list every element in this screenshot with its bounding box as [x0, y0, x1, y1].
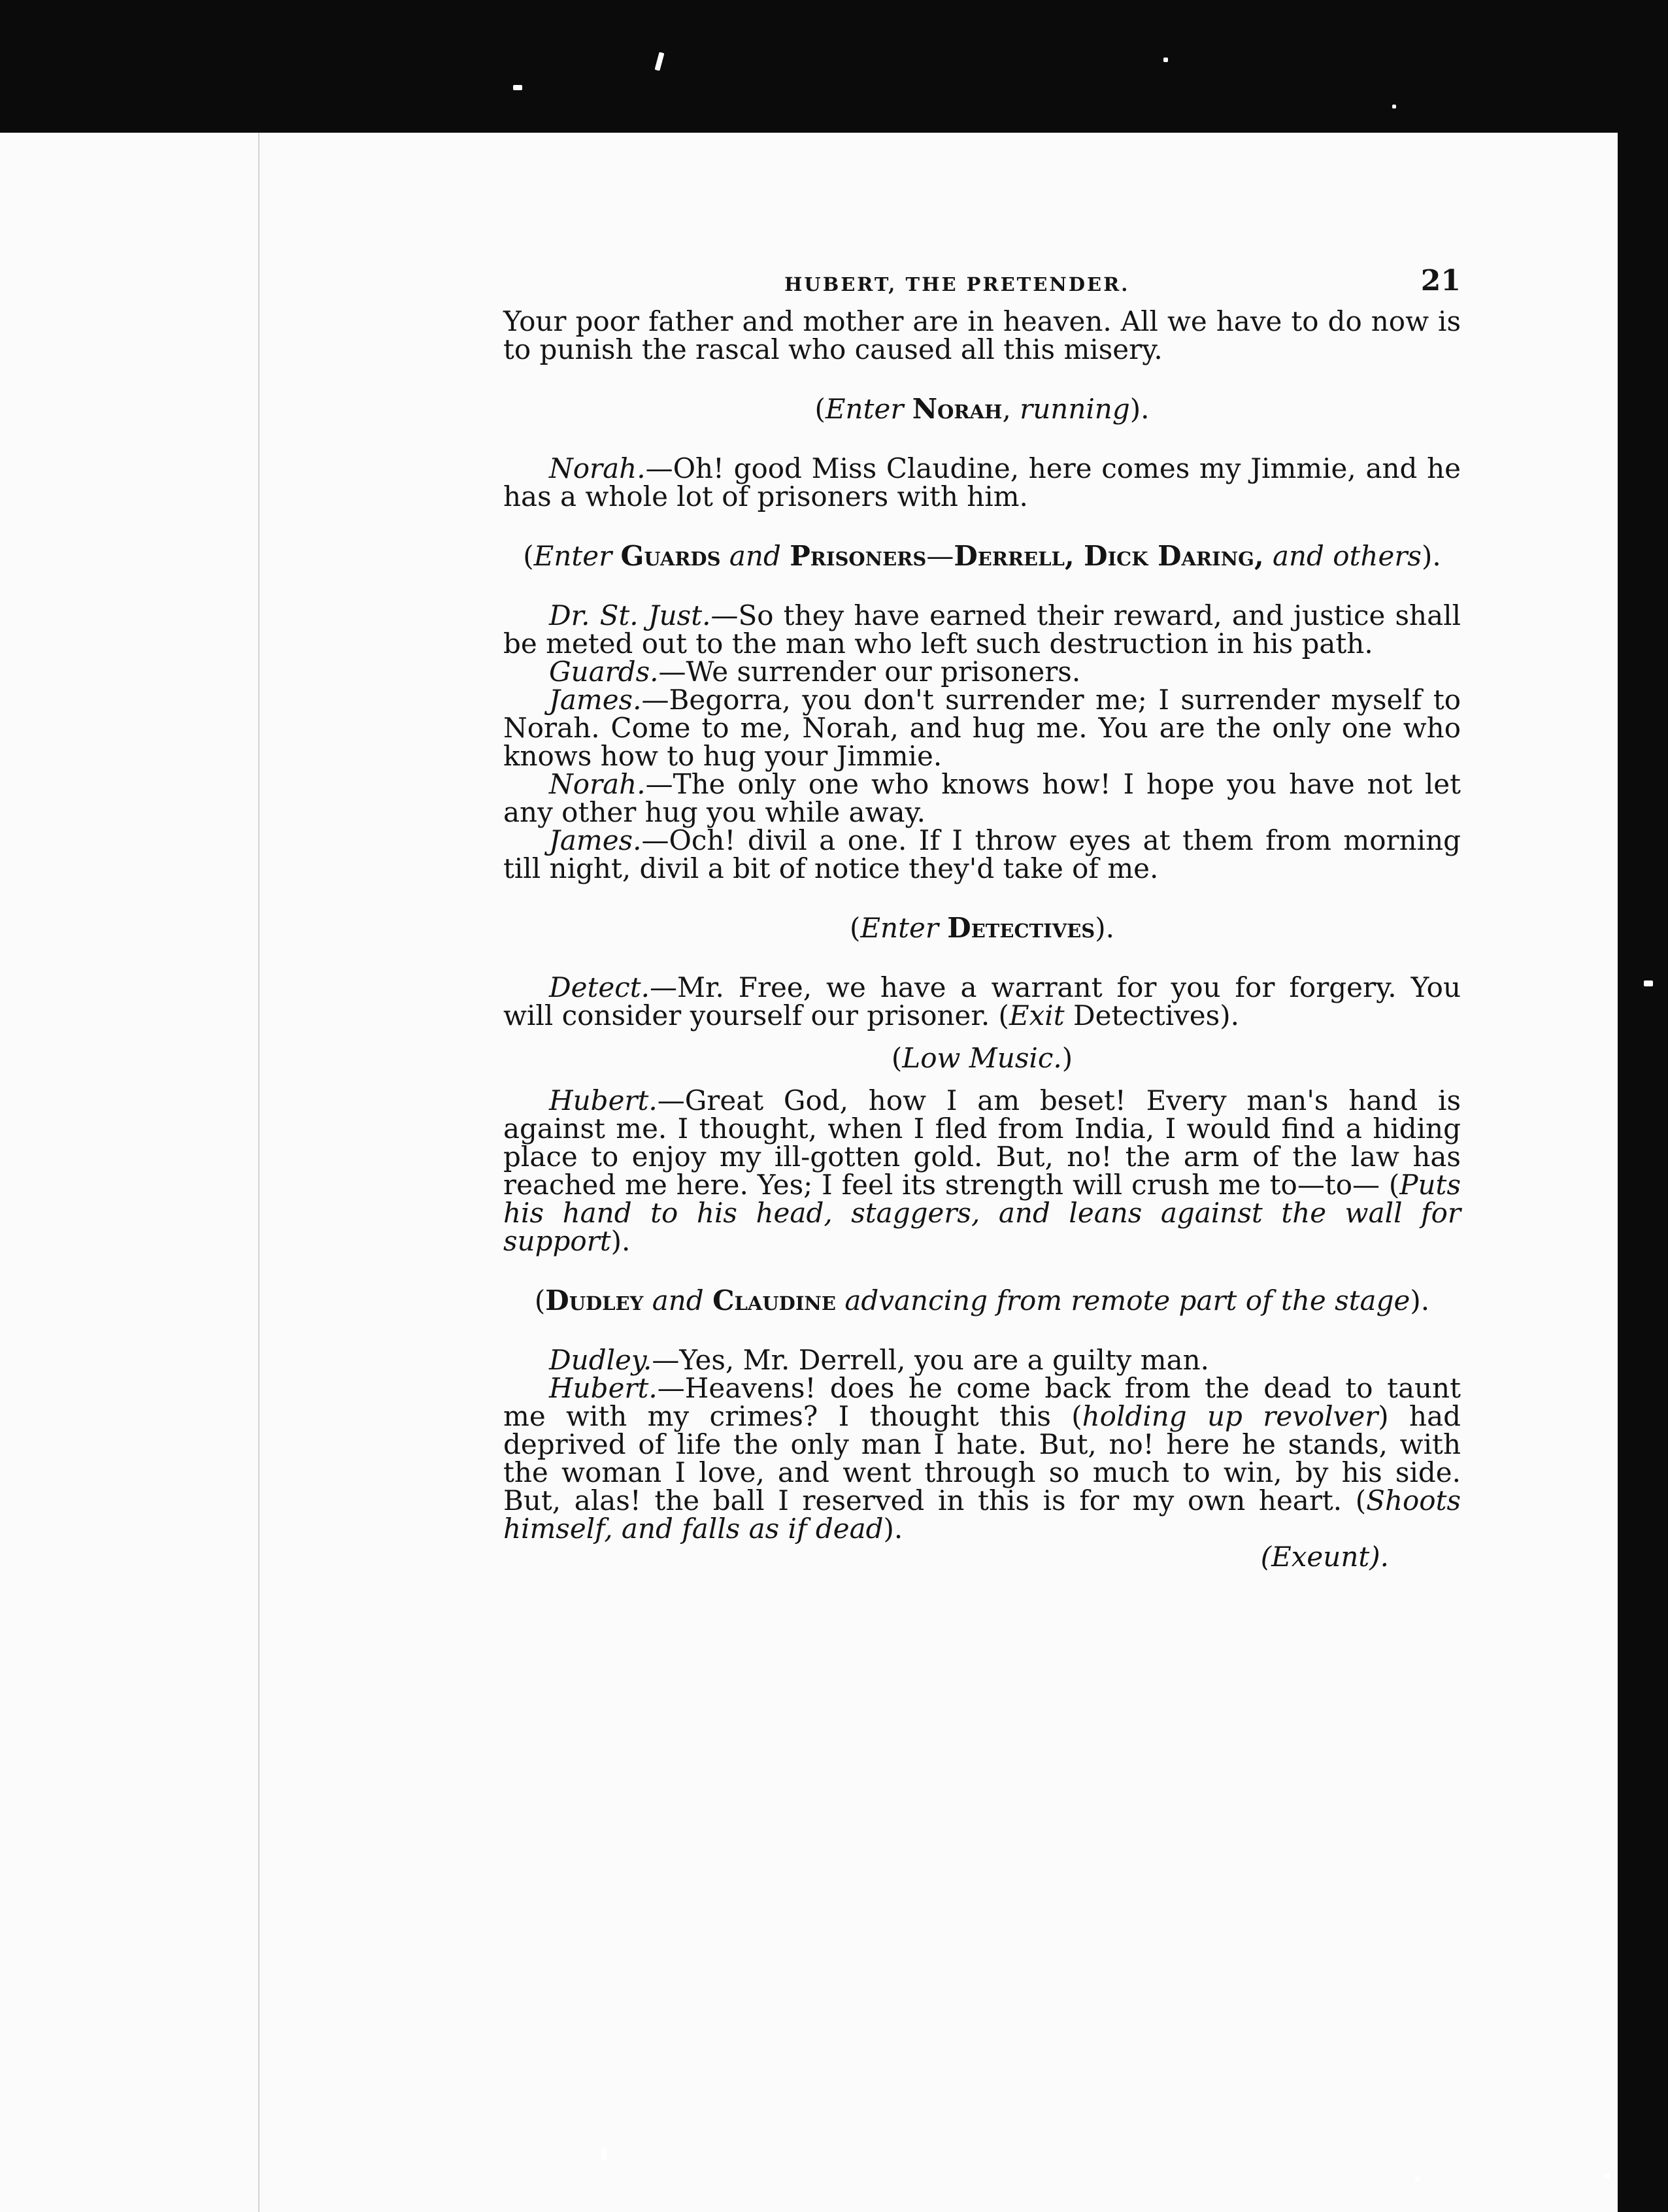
speaker-name: Hubert. — [549, 1084, 658, 1116]
speaker-name: Dudley. — [549, 1344, 652, 1376]
stage-direction-enter-detectives: (Enter Detectives). — [849, 912, 1114, 944]
dialogue-james-1: James.—Begorra, you don't surrender me; I surrender myself to Norah. Come to me, Norah, and hug me. You are the only one who knows how to hug your Jimmie. — [503, 684, 1461, 772]
speaker-name: Detect. — [549, 971, 650, 1003]
dialogue-hubert-1: Hubert.—Great God, how I am beset! Every man's hand is against me. I thought, when I fled from India, I would find a hiding place to enjoy my ill-gotten gold. But, no! the arm of the law has reached me here. Yes; I feel its strength will crush me to—to— (Puts his hand to his head, staggers, and leans against the wall for support). — [503, 1084, 1461, 1257]
speaker-name: Norah. — [549, 768, 646, 800]
stage-direction-low-music: (Low Music.) — [891, 1042, 1073, 1074]
speaker-name: James. — [549, 684, 642, 716]
dialogue-guards: Guards.—We surrender our prisoners. — [549, 656, 1081, 688]
paragraph-continuation: Your poor father and mother are in heaven. All we have to do now is to punish the rascal who caused all this misery. — [503, 305, 1461, 365]
dialogue-st-just: Dr. St. Just.—So they have earned their reward, and justice shall be meted out to the man who left such destruction in his path. — [503, 599, 1461, 660]
stage-direction-enter-guards: (Enter Guards and Prisoners—Derrell, Dick Daring, and others). — [523, 540, 1441, 572]
dialogue-detective: Detect.—Mr. Free, we have a warrant for you for forgery. You will consider yourself our prisoner. (Exit Detectives). — [503, 971, 1461, 1031]
dialogue-norah-2: Norah.—The only one who knows how! I hope you have not let any other hug you while away. — [503, 768, 1461, 828]
speaker-name: James. — [549, 824, 642, 856]
stage-direction-exeunt: (Exeunt). — [1260, 1541, 1389, 1573]
speaker-name: Dr. St. Just. — [549, 599, 711, 631]
dialogue-dudley: Dudley.—Yes, Mr. Derrell, you are a guilty man. — [549, 1344, 1210, 1376]
page-number: 21 — [1420, 264, 1461, 297]
dialogue-james-2: James.—Och! divil a one. If I throw eyes at them from morning till night, divil a bit of notice they'd take of me. — [503, 824, 1461, 884]
play-text — [503, 307, 1461, 1571]
speaker-name: Norah. — [549, 452, 646, 484]
dialogue-hubert-2: Hubert.—Heavens! does he come back from the dead to taunt me with my crimes? I thought this (holding up revolver) had deprived of life the only man I hate. But, no! here he stands, with the woman I love, and went through so much to win, by his side. But, alas! the ball I reserved in this is for my own heart. (Shoots himself, and falls as if dead). — [503, 1372, 1461, 1545]
stage-direction-enter-norah: (Enter Norah, running). — [814, 393, 1150, 425]
speaker-name: Guards. — [549, 656, 659, 688]
running-title: HUBERT, THE PRETENDER. — [784, 273, 1130, 295]
stage-direction-dudley-claudine: (Dudley and Claudine advancing from remote part of the stage). — [534, 1284, 1430, 1316]
dialogue-norah-1: Norah.—Oh! good Miss Claudine, here comes my Jimmie, and he has a whole lot of prisoners with him. — [503, 452, 1461, 512]
page-gutter — [258, 133, 259, 2212]
speaker-name: Hubert. — [549, 1372, 658, 1404]
